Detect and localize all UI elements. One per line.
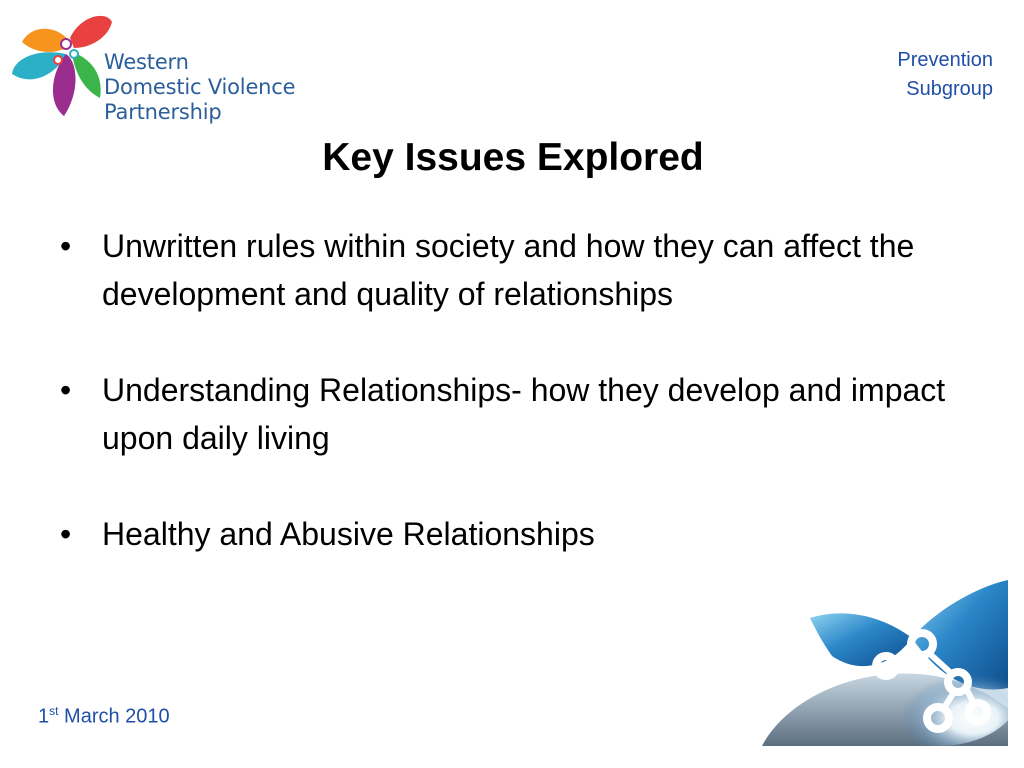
date-rest: March 2010 — [64, 705, 170, 728]
logo-line-3: Partnership — [104, 100, 222, 124]
bullet-item — [56, 510, 956, 558]
partnership-logo — [8, 8, 328, 128]
bullet-list — [56, 222, 956, 606]
logo-wordmark — [104, 50, 295, 125]
bullet-dot-icon: • — [60, 228, 72, 264]
bullet-item — [56, 222, 956, 318]
slide-title: Key Issues Explored — [322, 136, 704, 179]
bullet-text: Unwritten rules within society and how they can affect the development and quality of relationships — [102, 228, 915, 312]
bullet-dot-icon: • — [60, 372, 72, 408]
subgroup-line-1: Prevention — [897, 49, 993, 71]
subgroup-label — [897, 46, 993, 104]
bullet-text: Healthy and Abusive Relationships — [102, 516, 595, 552]
subgroup-line-2: Subgroup — [906, 78, 993, 100]
date-day: 1 — [38, 705, 50, 728]
slide-date — [38, 704, 170, 729]
bullet-item — [56, 366, 956, 462]
logo-line-1: Western — [104, 50, 189, 74]
jigsaw-sky-image-icon — [762, 578, 1008, 746]
bullet-dot-icon: • — [60, 516, 72, 552]
date-suffix: st — [49, 704, 59, 718]
bullet-text: Understanding Relationships- how they develop and impact upon daily living — [102, 372, 946, 456]
logo-line-2: Domestic Violence — [104, 75, 296, 99]
